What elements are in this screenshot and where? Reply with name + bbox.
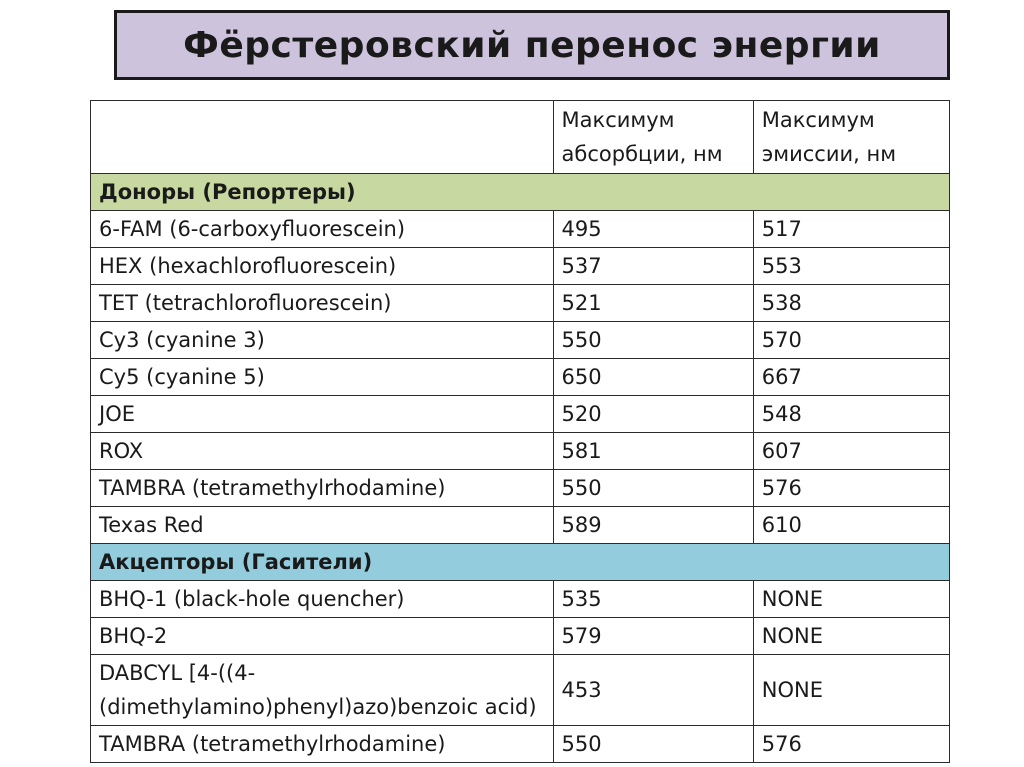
absorption-value: 581 xyxy=(553,433,753,470)
table-row xyxy=(91,433,950,470)
dye-name: TAMBRA (tetramethylrhodamine) xyxy=(91,470,554,507)
table-row xyxy=(91,581,950,618)
table-row xyxy=(91,248,950,285)
header-absorption xyxy=(553,101,753,174)
header-row xyxy=(91,101,950,174)
header-absorption-line2: абсорбции, нм xyxy=(561,142,723,166)
dye-name: BHQ-1 (black-hole quencher) xyxy=(91,581,554,618)
table-row xyxy=(91,211,950,248)
dye-name: 6-FAM (6-carboxyfluorescein) xyxy=(91,211,554,248)
header-absorption-line1: Максимум xyxy=(561,108,675,132)
emission-value: 517 xyxy=(753,211,949,248)
absorption-value: 520 xyxy=(553,396,753,433)
dye-name: ROX xyxy=(91,433,554,470)
table-row xyxy=(91,726,950,763)
header-empty-cell xyxy=(91,101,554,174)
emission-value: 548 xyxy=(753,396,949,433)
page-title: Фёрстеровский перенос энергии xyxy=(183,24,881,66)
absorption-value: 550 xyxy=(553,470,753,507)
dye-name: HEX (hexachlorofluorescein) xyxy=(91,248,554,285)
emission-value: 570 xyxy=(753,322,949,359)
absorption-value: 453 xyxy=(553,655,753,726)
emission-value: 576 xyxy=(753,470,949,507)
section-donors-label: Доноры (Репортеры) xyxy=(91,174,950,211)
table-row xyxy=(91,322,950,359)
header-emission-line2: эмиссии, нм xyxy=(761,142,897,166)
emission-value: 576 xyxy=(753,726,949,763)
emission-value: NONE xyxy=(753,618,949,655)
absorption-value: 579 xyxy=(553,618,753,655)
dye-name-line1: DABCYL [4-((4- xyxy=(99,661,256,685)
absorption-value: 535 xyxy=(553,581,753,618)
dye-name-line2: (dimethylamino)phenyl)azo)benzoic acid) xyxy=(99,695,537,719)
dye-name: JOE xyxy=(91,396,554,433)
dye-name: Cy3 (cyanine 3) xyxy=(91,322,554,359)
absorption-value: 589 xyxy=(553,507,753,544)
emission-value: 538 xyxy=(753,285,949,322)
dye-name: BHQ-2 xyxy=(91,618,554,655)
table-row xyxy=(91,470,950,507)
emission-value: NONE xyxy=(753,581,949,618)
emission-value: NONE xyxy=(753,655,949,726)
table-row xyxy=(91,285,950,322)
absorption-value: 521 xyxy=(553,285,753,322)
fret-table xyxy=(90,100,950,763)
emission-value: 667 xyxy=(753,359,949,396)
emission-value: 610 xyxy=(753,507,949,544)
table-row xyxy=(91,359,950,396)
absorption-value: 550 xyxy=(553,322,753,359)
dye-name xyxy=(91,655,554,726)
absorption-value: 650 xyxy=(553,359,753,396)
dye-name: TAMBRA (tetramethylrhodamine) xyxy=(91,726,554,763)
absorption-value: 495 xyxy=(553,211,753,248)
table-row xyxy=(91,507,950,544)
title-banner xyxy=(114,10,950,80)
section-acceptors xyxy=(91,544,950,581)
dye-name: Texas Red xyxy=(91,507,554,544)
emission-value: 607 xyxy=(753,433,949,470)
table-row xyxy=(91,655,950,726)
absorption-value: 537 xyxy=(553,248,753,285)
absorption-value: 550 xyxy=(553,726,753,763)
dye-name: Cy5 (cyanine 5) xyxy=(91,359,554,396)
section-donors xyxy=(91,174,950,211)
header-emission xyxy=(753,101,949,174)
section-acceptors-label: Акцепторы (Гасители) xyxy=(91,544,950,581)
table-row xyxy=(91,396,950,433)
header-emission-line1: Максимум xyxy=(761,108,875,132)
emission-value: 553 xyxy=(753,248,949,285)
table-row xyxy=(91,618,950,655)
dye-name: TET (tetrachlorofluorescein) xyxy=(91,285,554,322)
